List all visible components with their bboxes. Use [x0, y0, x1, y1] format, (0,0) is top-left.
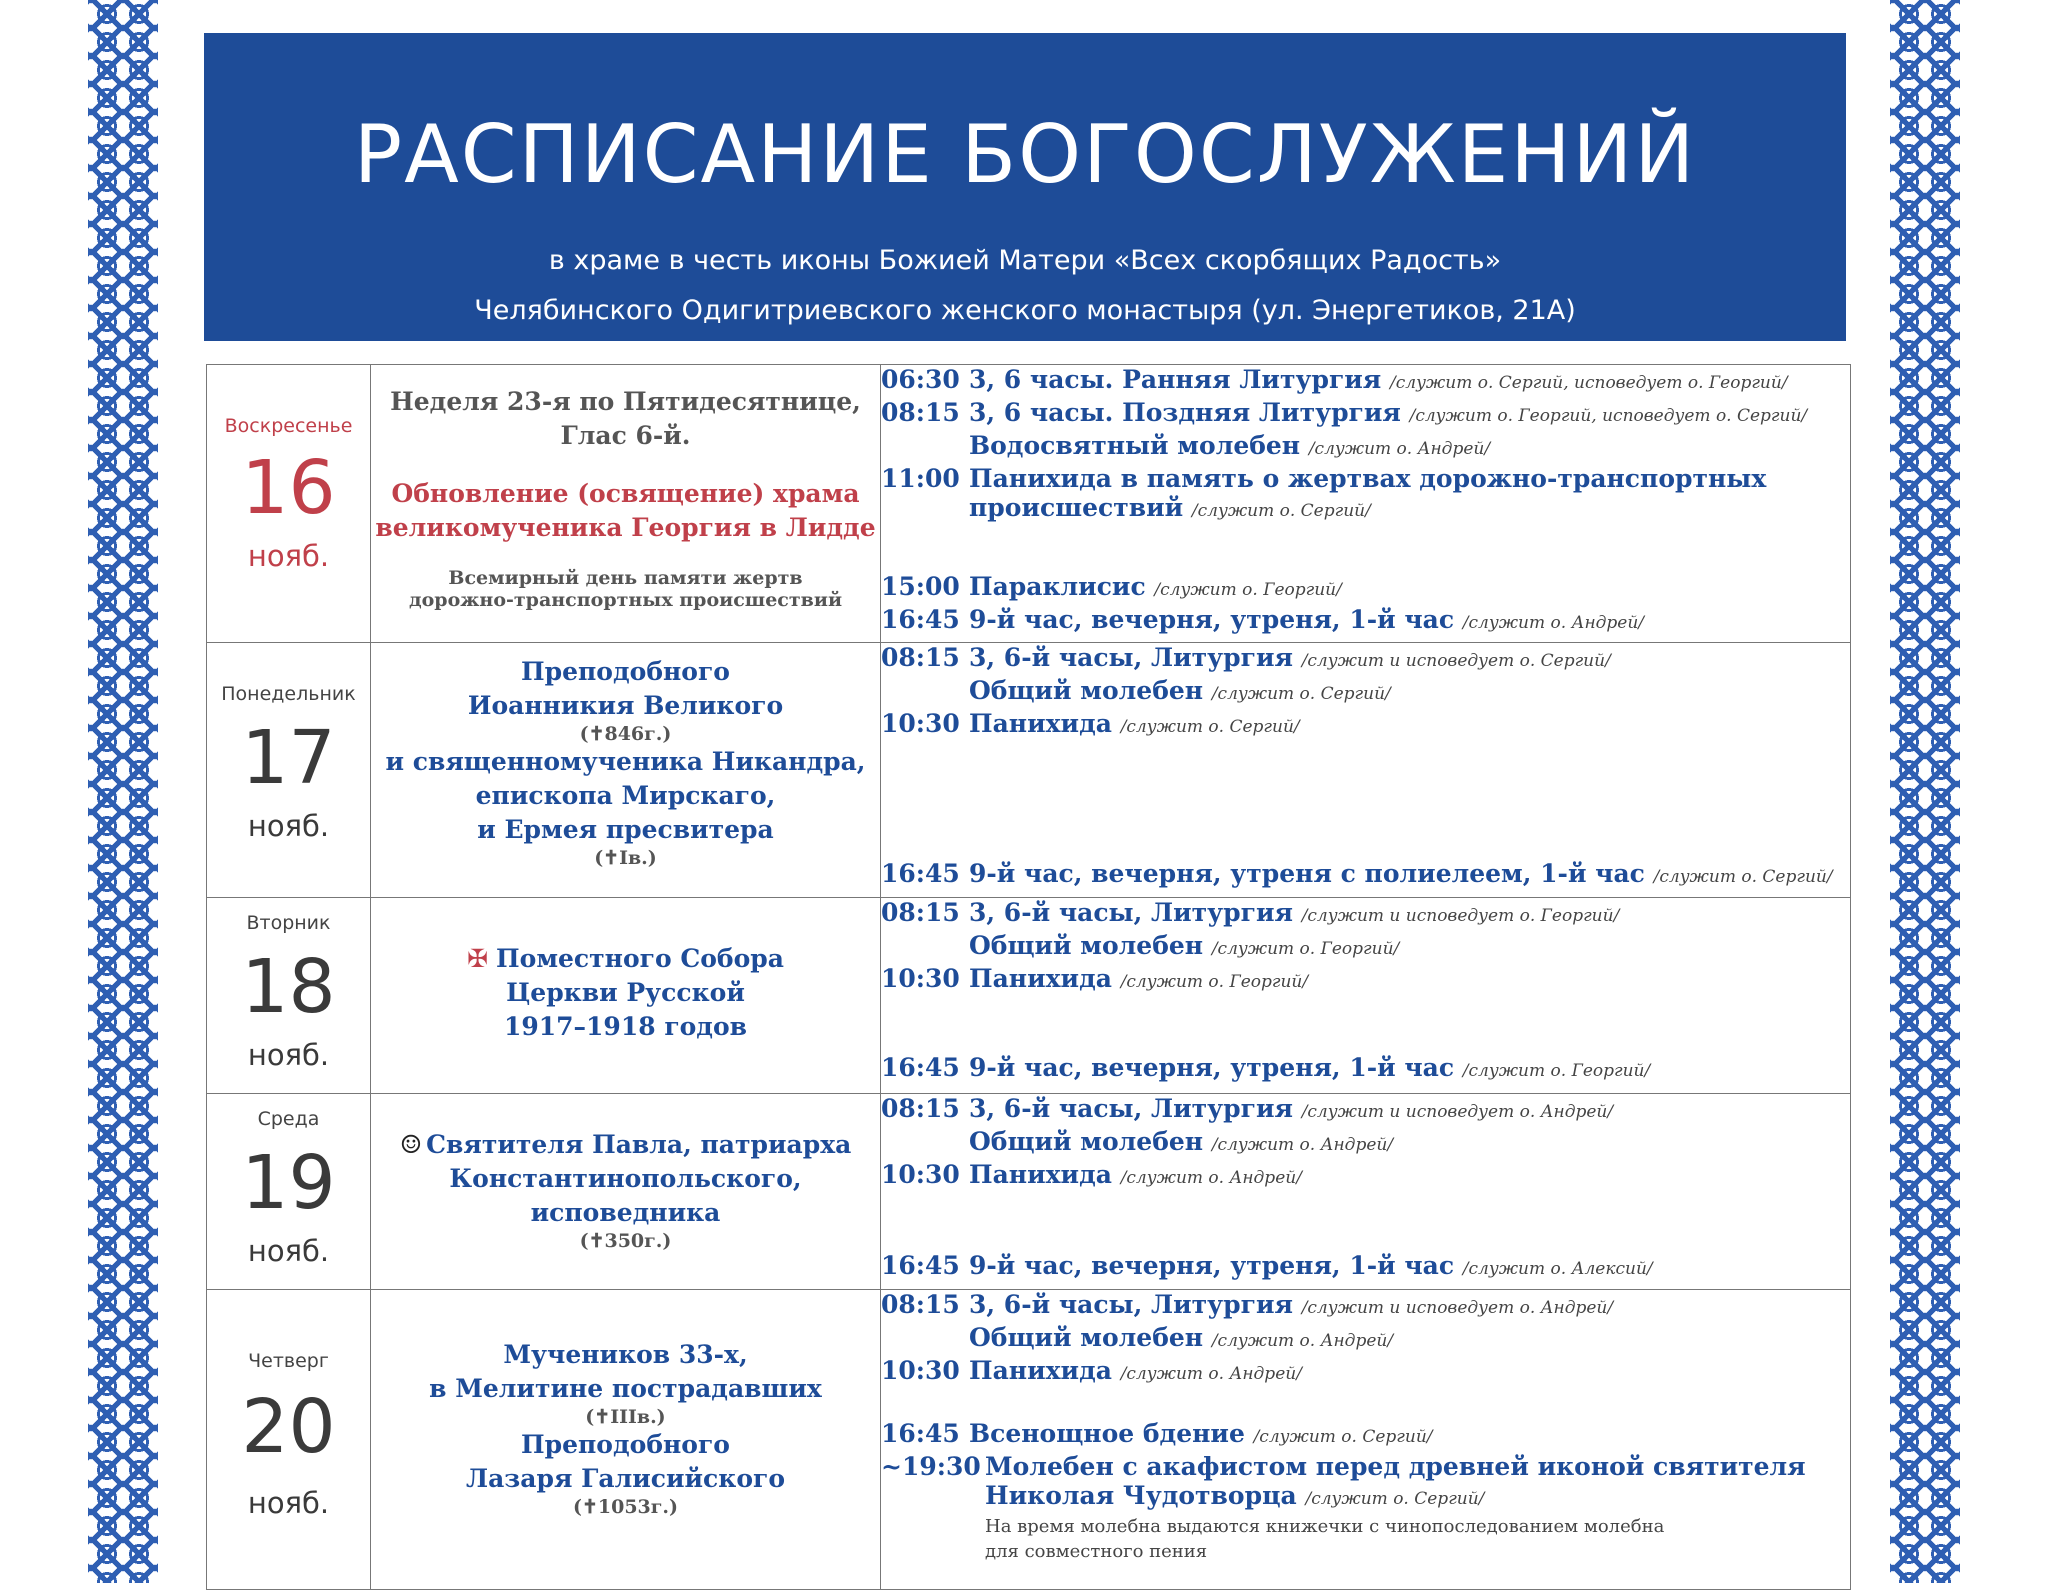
service-line: [881, 931, 1850, 964]
feast-line: исповедника: [530, 1198, 721, 1227]
feast-cell: [371, 643, 881, 898]
month: нояб.: [247, 1486, 330, 1520]
service-line: [881, 1127, 1850, 1160]
service-time: 15:00: [881, 572, 960, 601]
month: нояб.: [247, 1234, 330, 1268]
service-name: Водосвятный молебен: [969, 431, 1301, 460]
service-time: 08:15: [881, 398, 960, 427]
service-priest: /служит о. Сергий, исповедует о. Георгий/: [1390, 373, 1788, 393]
feast-note: Всемирный день памяти жертв: [448, 567, 803, 589]
service-time: 11:00: [881, 464, 960, 493]
service-line: [881, 1094, 1850, 1127]
service-name: 3, 6 часы. Поздняя Литургия: [969, 398, 1401, 427]
ornamental-border-right: [1890, 0, 1960, 1583]
service-line: [881, 676, 1850, 709]
service-priest: /служит о. Сергий/: [1191, 501, 1371, 521]
service-time: 08:15: [881, 643, 960, 672]
service-name: Николая Чудотворца: [985, 1481, 1297, 1510]
feast-line: Мучеников 33-х,: [503, 1340, 748, 1369]
service-priest: /служит о. Андрей/: [1462, 613, 1645, 633]
cross-icon: ✠: [467, 944, 489, 973]
service-line: [881, 709, 1850, 742]
service-priest: /служит о. Георгий/: [1211, 939, 1400, 959]
service-name: Параклисис: [969, 572, 1146, 601]
services-cell: [881, 1290, 1851, 1590]
feast-line: и священномученика Никандра,: [385, 747, 866, 776]
service-line: [881, 643, 1850, 676]
service-note: На время молебна выдаются книжечки с чинопоследованием молебна: [985, 1516, 1665, 1537]
feast-line: [371, 1128, 880, 1162]
feast-line: Неделя 23-я по Пятидесятнице,: [390, 387, 861, 416]
service-time: 16:45: [881, 1251, 960, 1280]
service-priest: /служит о. Андрей/: [1211, 1135, 1394, 1155]
day-number: 18: [241, 944, 336, 1030]
service-line: [881, 1452, 1850, 1481]
service-name: Общий молебен: [969, 931, 1204, 960]
service-priest: /служит о. Сергий/: [1305, 1489, 1485, 1509]
service-name: 3, 6-й часы, Литургия: [969, 1290, 1293, 1319]
feast-line: Преподобного: [521, 657, 730, 686]
service-priest: /служит о. Георгий/: [1154, 580, 1342, 600]
date-cell: [207, 643, 371, 898]
services-cell: [881, 1094, 1851, 1290]
service-priest: /служит о. Сергий/: [1211, 684, 1391, 704]
month: нояб.: [247, 809, 330, 843]
feast-cell: [371, 365, 881, 643]
day-number: 20: [241, 1384, 336, 1470]
service-line: [881, 572, 1850, 605]
weekday: Понедельник: [221, 683, 356, 705]
service-priest: /служит о. Андрей/: [1211, 1331, 1394, 1351]
service-name: происшествий: [969, 493, 1184, 522]
table-row: [207, 643, 1851, 898]
weekday: Четверг: [248, 1350, 329, 1372]
service-name: Общий молебен: [969, 1127, 1204, 1156]
feast-line: Преподобного: [521, 1430, 730, 1459]
service-name: 3, 6 часы. Ранняя Литургия: [969, 365, 1382, 394]
weekday: Воскресенье: [224, 415, 353, 437]
day-number: 19: [241, 1140, 336, 1226]
table-row: [207, 365, 1851, 643]
service-line: [881, 605, 1850, 638]
service-time: 08:15: [881, 898, 960, 927]
page-title: РАСПИСАНИЕ БОГОСЛУЖЕНИЙ: [353, 108, 1697, 201]
service-line: [881, 1356, 1850, 1389]
feast-line: 1917–1918 годов: [503, 1012, 748, 1041]
service-line: [881, 398, 1850, 431]
date-cell: [207, 1094, 371, 1290]
feast-line: епископа Мирскаго,: [475, 781, 776, 810]
service-time: 10:30: [881, 964, 960, 993]
day-number: 17: [241, 715, 336, 801]
feast-cell: [371, 1290, 881, 1590]
service-name: Общий молебен: [969, 1323, 1204, 1352]
service-line: [881, 1251, 1850, 1284]
feast-line: Иоанникия Великого: [467, 691, 784, 720]
ornamental-border-left: [88, 0, 158, 1583]
service-priest: /служит о. Сергий/: [1120, 717, 1300, 737]
service-priest: /служит и исповедует о. Сергий/: [1301, 651, 1611, 671]
service-name: Панихида: [969, 1356, 1112, 1385]
date-cell: [207, 898, 371, 1094]
service-priest: /служит о. Сергий/: [1253, 1427, 1433, 1447]
feast-date: (✝Iв.): [594, 847, 657, 869]
services-cell: [881, 365, 1851, 643]
feast-line: Константинопольского,: [449, 1164, 802, 1193]
service-time: 08:15: [881, 1290, 960, 1319]
feast-date: (✝1053г.): [572, 1496, 679, 1518]
service-line: [881, 493, 1850, 526]
service-time: 06:30: [881, 365, 960, 394]
service-priest: /служит и исповедует о. Андрей/: [1301, 1102, 1614, 1122]
service-line: [881, 1290, 1850, 1323]
subtitle-church: в храме в честь иконы Божией Матери «Всех скорбящих Радость»: [548, 245, 1502, 276]
service-line: [881, 1481, 1850, 1514]
month: нояб.: [247, 1038, 330, 1072]
feast-line: Церкви Русской: [506, 978, 745, 1007]
service-name: 9-й час, вечерня, утреня, 1-й час: [969, 605, 1455, 634]
service-priest: /служит и исповедует о. Андрей/: [1301, 1298, 1614, 1318]
service-time: 16:45: [881, 859, 960, 888]
service-time: 16:45: [881, 1419, 960, 1448]
service-note: для совместного пения: [985, 1541, 1208, 1562]
service-priest: /служит о. Алексий/: [1462, 1259, 1653, 1279]
feast-line: и Ермея пресвитера: [477, 815, 774, 844]
schedule-table: [206, 364, 1851, 1590]
service-name: 9-й час, вечерня, утреня, 1-й час: [969, 1053, 1455, 1082]
service-line: [881, 1323, 1850, 1356]
header-banner: [204, 33, 1846, 341]
service-name: 3, 6-й часы, Литургия: [969, 1094, 1293, 1123]
service-name: Всенощное бдение: [969, 1419, 1245, 1448]
service-time: 16:45: [881, 605, 960, 634]
service-name: Панихида: [969, 964, 1112, 993]
service-line: [881, 898, 1850, 931]
feast-line: в Мелитине пострадавших: [429, 1374, 822, 1403]
service-priest: /служит о. Сергий/: [1653, 867, 1833, 887]
service-line: [881, 464, 1850, 493]
subtitle-monastery: Челябинского Одигитриевского женского монастыря (ул. Энергетиков, 21А): [474, 295, 1576, 326]
services-cell: [881, 643, 1851, 898]
service-priest: /служит и исповедует о. Георгий/: [1301, 906, 1620, 926]
service-line: [881, 431, 1850, 464]
date-cell: [207, 365, 371, 643]
service-name: 3, 6-й часы, Литургия: [969, 898, 1293, 927]
table-row: [207, 1290, 1851, 1590]
day-number: 16: [241, 445, 336, 531]
service-priest: /служит о. Георгий, исповедует о. Сергий/: [1409, 406, 1808, 426]
feast-date: (✝IIIв.): [585, 1406, 666, 1428]
service-name: Молебен с акафистом перед древней иконой святителя: [985, 1452, 1806, 1481]
service-time: 10:30: [881, 1356, 960, 1385]
feast-line: Лазаря Галисийского: [466, 1464, 785, 1493]
feast-cell: [371, 1094, 881, 1290]
feast-date: (✝846г.): [579, 723, 672, 745]
feast-note: дорожно-транспортных происшествий: [408, 589, 843, 611]
service-priest: /служит о. Андрей/: [1120, 1168, 1302, 1188]
service-name: Панихида в память о жертвах дорожно-транспортных: [969, 464, 1767, 493]
date-cell: [207, 1290, 371, 1590]
service-name: 9-й час, вечерня, утреня, 1-й час: [969, 1251, 1455, 1280]
service-priest: /служит о. Андрей/: [1120, 1364, 1302, 1384]
service-time: 16:45: [881, 1053, 960, 1082]
service-priest: /служит о. Андрей/: [1308, 439, 1491, 459]
services-cell: [881, 898, 1851, 1094]
feast-text: Поместного Собора: [496, 944, 784, 973]
table-row: [207, 898, 1851, 1094]
service-line: [881, 365, 1850, 398]
service-time: 10:30: [881, 709, 960, 738]
feast-date: (✝350г.): [579, 1230, 672, 1252]
service-line: [881, 964, 1850, 997]
month: нояб.: [247, 539, 330, 573]
feast-line: великомученика Георгия в Лидде: [375, 513, 876, 542]
table-row: [207, 1094, 1851, 1290]
service-name: Панихида: [969, 1160, 1112, 1189]
service-time: 10:30: [881, 1160, 960, 1189]
weekday: Вторник: [246, 912, 331, 934]
feast-line: Обновление (освящение) храма: [391, 479, 860, 508]
service-line: [881, 1160, 1850, 1193]
service-line: [881, 1419, 1850, 1452]
service-line: [881, 1053, 1850, 1086]
service-name: Панихида: [969, 709, 1112, 738]
feast-text: Святителя Павла, патриарха: [426, 1130, 852, 1159]
service-name: 9-й час, вечерня, утреня с полиелеем, 1-й час: [969, 859, 1645, 888]
service-name: 3, 6-й часы, Литургия: [969, 643, 1293, 672]
service-line: [881, 859, 1850, 892]
service-rank-icon: ☺: [399, 1130, 423, 1159]
service-time: ~19:30: [881, 1452, 981, 1481]
weekday: Среда: [257, 1108, 320, 1130]
feast-cell: [371, 898, 881, 1094]
service-priest: /служит о. Георгий/: [1120, 972, 1309, 992]
service-name: Общий молебен: [969, 676, 1204, 705]
service-time: 08:15: [881, 1094, 960, 1123]
feast-line: Глас 6-й.: [560, 421, 691, 450]
service-priest: /служит о. Георгий/: [1462, 1061, 1651, 1081]
feast-line: [371, 942, 880, 976]
